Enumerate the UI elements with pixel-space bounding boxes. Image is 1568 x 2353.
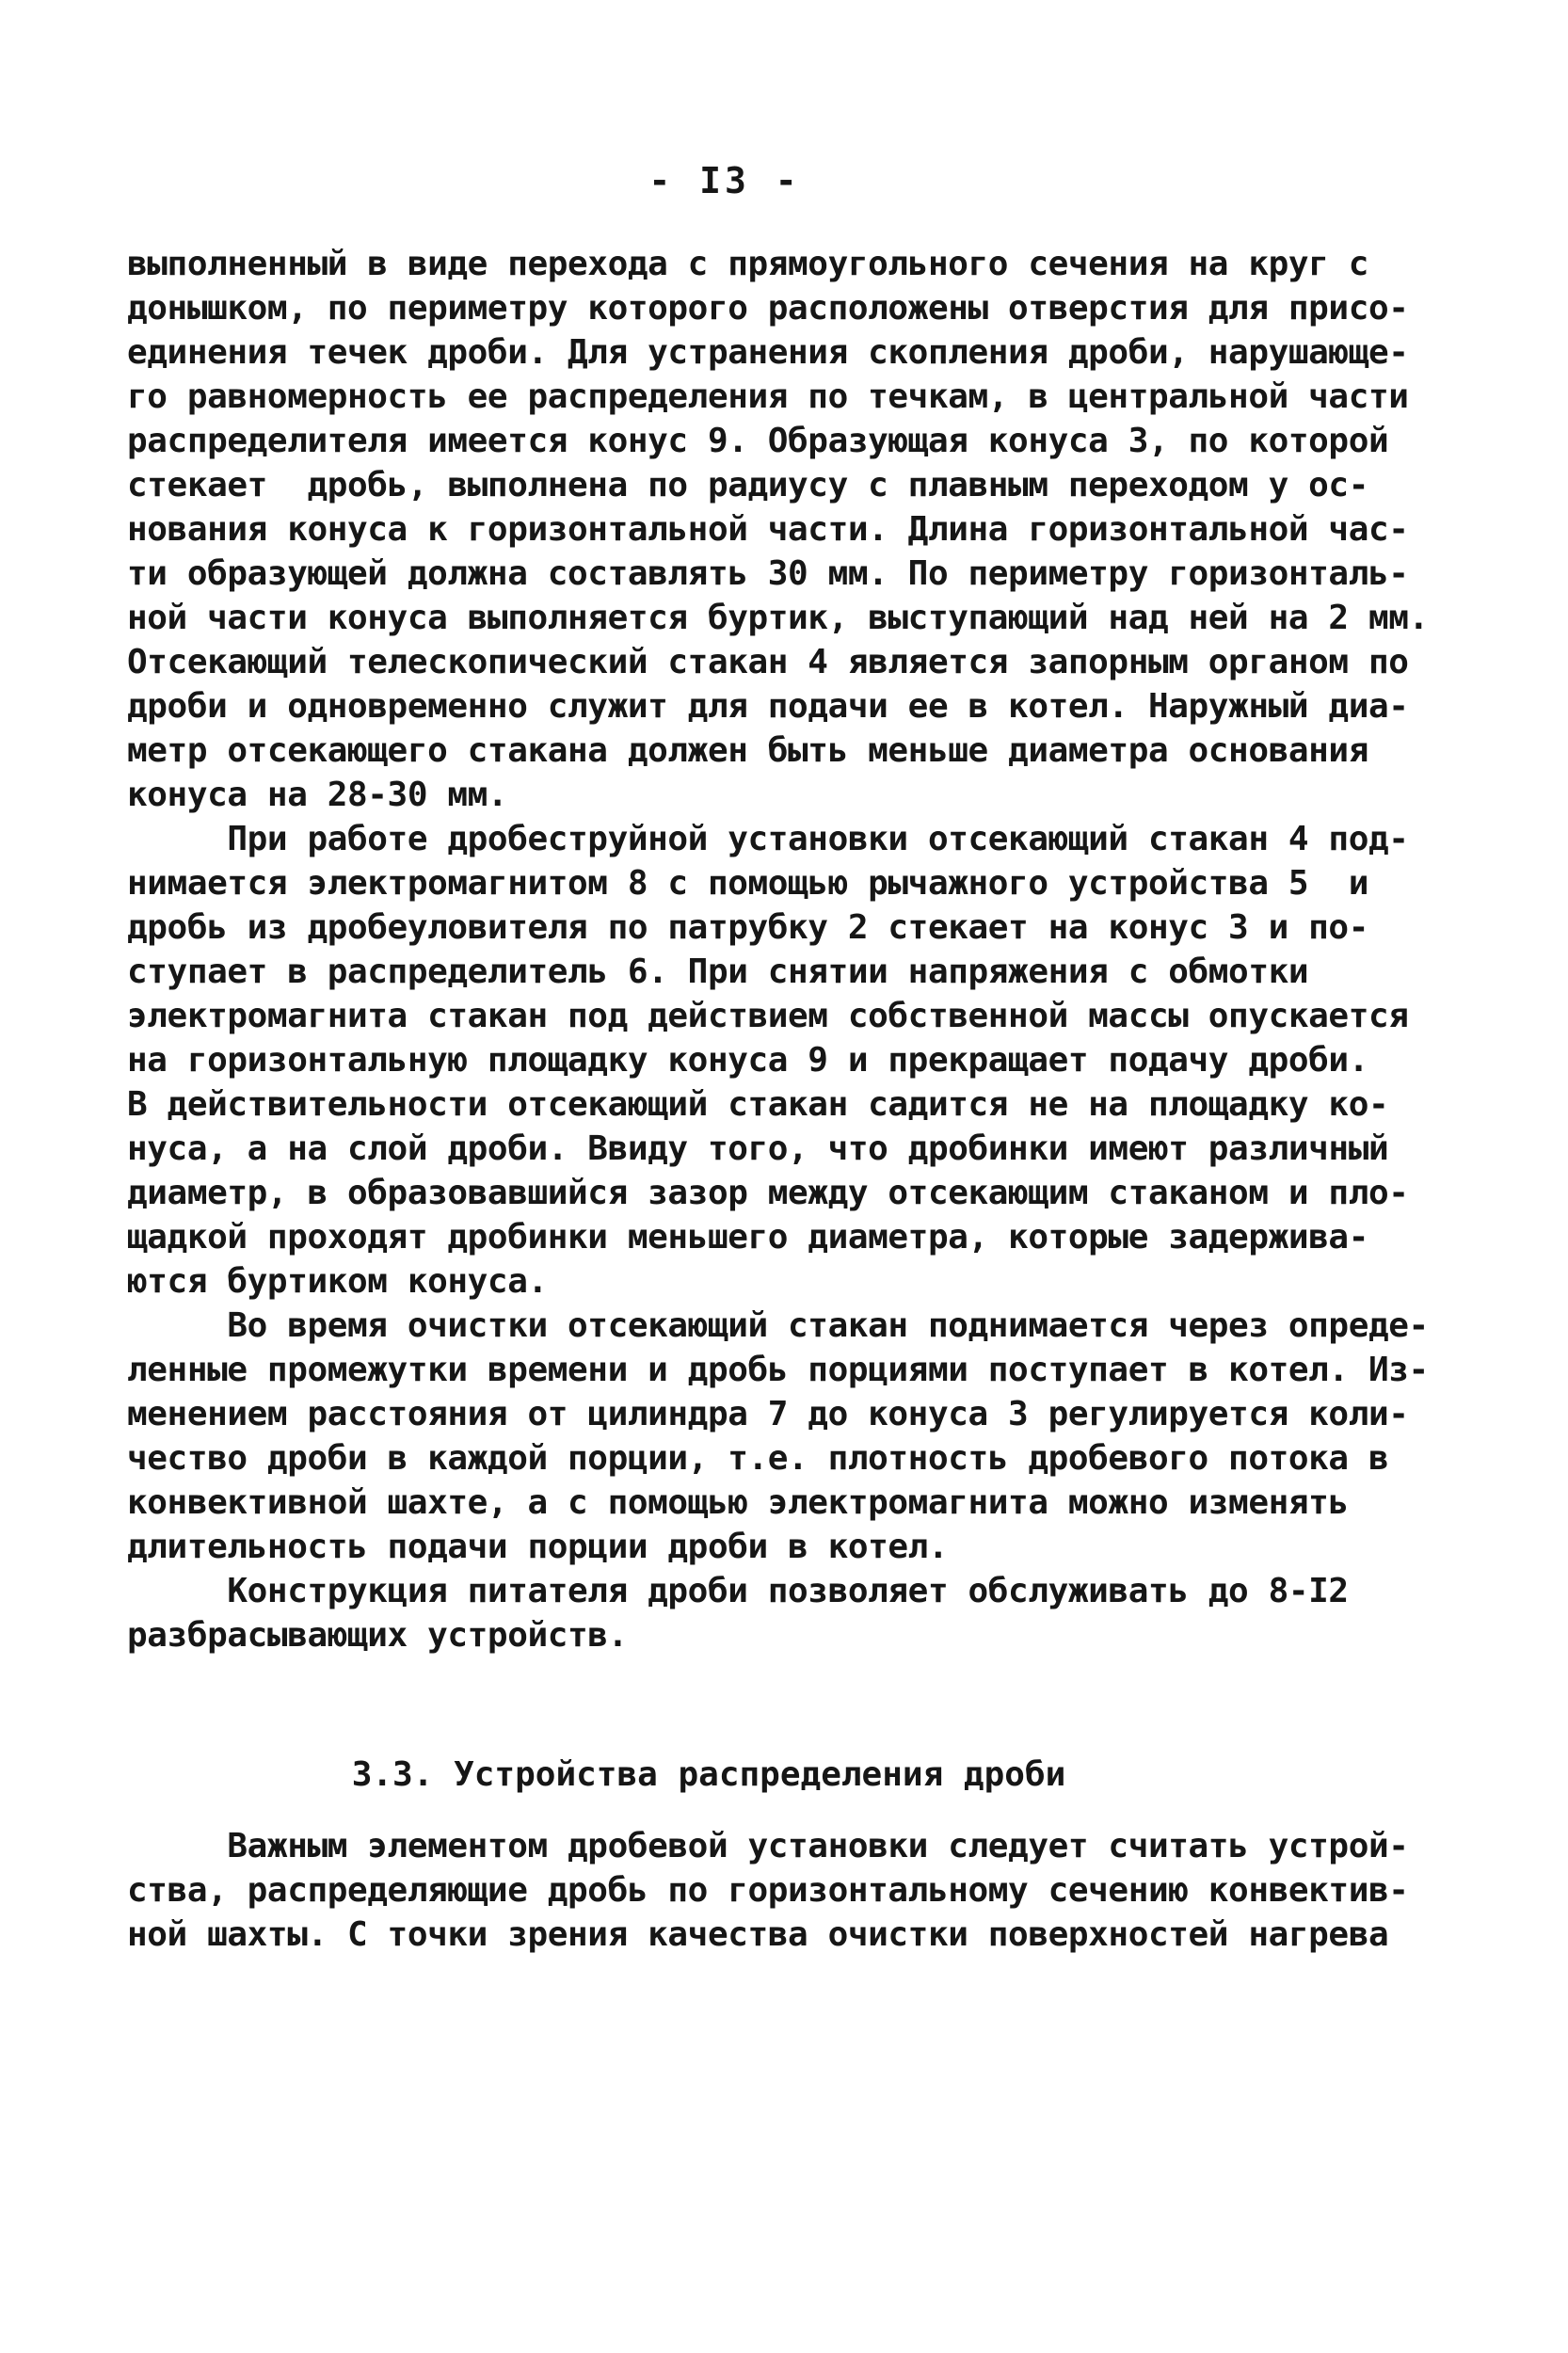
text-line: диаметр, в образовавшийся зазор между отсекающим стаканом и пло-: [127, 1174, 1409, 1212]
text-line: ной части конуса выполняется буртик, выступающий над ней на 2 мм.: [127, 599, 1429, 637]
text-line: нуса, а на слой дроби. Ввиду того, что дробинки имеют различный: [127, 1129, 1389, 1168]
body-text-block-continued: [127, 1824, 1464, 1957]
text-line: выполненный в виде перехода с прямоугольного сечения на круг с: [127, 245, 1368, 283]
text-line: го равномерность ее распределения по течкам, в центральной части: [127, 377, 1409, 416]
text-line: В действительности отсекающий стакан садится не на площадку ко-: [127, 1085, 1389, 1124]
text-line: длительность подачи порции дроби в котел.: [127, 1528, 949, 1566]
text-line: электромагнита стакан под действием собственной массы опускается: [127, 997, 1409, 1035]
body-text-block: [127, 242, 1464, 1657]
text-line: ства, распределяющие дробь по горизонтальному сечению конвектив-: [127, 1871, 1409, 1910]
text-line: Конструкция питателя дроби позволяет обслуживать до 8-I2: [127, 1572, 1349, 1610]
section-heading-text: 3.3. Устройства распределения дроби: [351, 1755, 1066, 1794]
text-line: стекает дробь, выполнена по радиусу с плавным переходом у ос-: [127, 466, 1368, 504]
text-line: разбрасывающих устройств.: [127, 1616, 628, 1655]
section-heading: [0, 1753, 1568, 1797]
text-line: ной шахты. С точки зрения качества очистки поверхностей нагрева: [127, 1915, 1389, 1954]
text-line: чество дроби в каждой порции, т.е. плотность дробевого потока в: [127, 1439, 1389, 1478]
text-line: нимается электромагнитом 8 с помощью рычажного устройства 5 и: [127, 864, 1368, 903]
text-line: При работе дробеструйной установки отсекающий стакан 4 под-: [127, 820, 1409, 858]
text-line: конвективной шахте, а с помощью электромагнита можно изменять: [127, 1483, 1349, 1522]
text-line: ленные промежутки времени и дробь порциями поступает в котел. Из-: [127, 1351, 1429, 1389]
page-number: - I3 -: [648, 160, 801, 201]
text-line: дробь из дробеуловителя по патрубку 2 стекает на конус 3 и по-: [127, 908, 1368, 947]
text-line: ступает в распределитель 6. При снятии напряжения с обмотки: [127, 952, 1309, 991]
text-line: ются буртиком конуса.: [127, 1262, 548, 1301]
text-line: Отсекающий телескопический стакан 4 является запорным органом по: [127, 643, 1409, 681]
text-line: дроби и одновременно служит для подачи ее в котел. Наружный диа-: [127, 687, 1409, 726]
text-line: менением расстояния от цилиндра 7 до конуса 3 регулируется коли-: [127, 1395, 1409, 1433]
text-line: на горизонтальную площадку конуса 9 и прекращает подачу дроби.: [127, 1041, 1368, 1080]
text-line: нования конуса к горизонтальной части. Длина горизонтальной час-: [127, 510, 1409, 549]
text-line: Важным элементом дробевой установки следует считать устрой-: [127, 1827, 1409, 1865]
text-line: донышком, по периметру которого расположены отверстия для присо-: [127, 289, 1409, 328]
text-line: единения течек дроби. Для устранения скопления дроби, нарушающе-: [127, 333, 1409, 372]
text-line: щадкой проходят дробинки меньшего диаметра, которые задержива-: [127, 1218, 1368, 1257]
text-line: метр отсекающего стакана должен быть меньше диаметра основания: [127, 731, 1368, 770]
text-line: конуса на 28-30 мм.: [127, 776, 508, 814]
text-line: ти образующей должна составлять 30 мм. По периметру горизонталь-: [127, 554, 1409, 593]
text-line: Во время очистки отсекающий стакан поднимается через опреде-: [127, 1306, 1429, 1345]
text-line: распределителя имеется конус 9. Образующая конуса 3, по которой: [127, 422, 1389, 460]
